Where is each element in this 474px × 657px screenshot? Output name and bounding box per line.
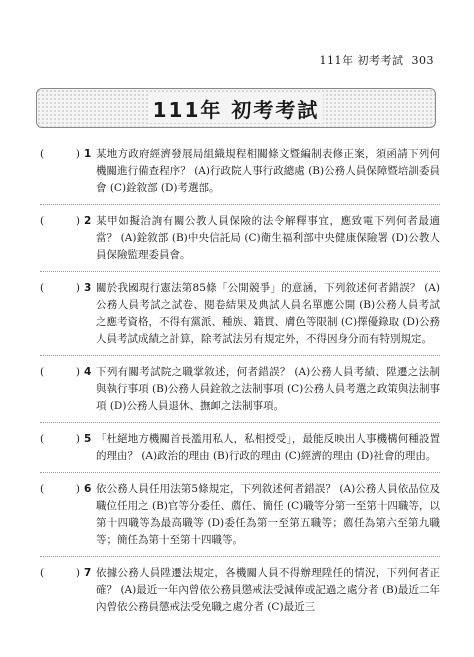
question-number: 4	[84, 366, 92, 378]
paren-close: )	[75, 433, 80, 445]
question-text: 關於我國現行憲法第85條「公開競爭」的意涵，下列敘述何者錯誤？ (A)公務人員考試之試卷、閱卷結果及典試人員名單應公開 (B)公務人員考試之應考資格，不得有黨派、種族、籍貫、膚色等限制 (C)擇優錄取 (D)公務人員考試成績之計算，除考試法另有規定外，不得因身分而有特別規定。	[96, 282, 441, 345]
paren-open: (	[40, 148, 45, 160]
answer-blank	[40, 431, 80, 448]
paren-close: )	[75, 483, 80, 495]
answer-blank	[40, 565, 80, 582]
answer-blank	[40, 213, 80, 230]
paren-close: )	[75, 282, 80, 294]
paren-close: )	[75, 366, 80, 378]
question-item	[40, 213, 440, 264]
question-number: 2	[84, 215, 92, 227]
question-text: 下列有關考試院之職掌敘述，何者錯誤？ (A)公務人員考績、陞遷之法制與執行事項 (B)公務人員銓敘之法制事項 (C)公務人員考選之政策與法制事項 (D)公務人員退休、撫卹之法制事項。	[96, 366, 440, 412]
paren-open: (	[40, 567, 45, 579]
paren-close: )	[75, 215, 80, 227]
question-text: 某地方政府經濟發展局組織規程相關條文暨編制表修正案，須函請下列何機關進行備查程序？ (A)行政院人事行政總處 (B)公務人員保障暨培訓委員會 (C)銓敘部 (D)考選部。	[96, 148, 440, 194]
paren-open: (	[40, 433, 45, 445]
question-item	[40, 565, 440, 616]
answer-blank	[40, 481, 80, 498]
paren-open: (	[40, 215, 45, 227]
header-chapter: 111年 初考考試	[319, 54, 404, 67]
question-item	[40, 364, 440, 415]
section-title-banner	[36, 88, 436, 128]
question-number: 3	[84, 282, 92, 294]
paren-open: (	[40, 366, 45, 378]
question-number: 5	[84, 433, 92, 445]
question-number: 1	[84, 148, 92, 160]
question-divider	[40, 556, 440, 557]
paren-close: )	[75, 148, 80, 160]
paren-close: )	[75, 567, 80, 579]
question-divider	[40, 472, 440, 473]
question-divider	[40, 422, 440, 423]
question-text: 「杜絕地方機關首長濫用私人，私相授受」，最能反映出人事機構何種設置的理由？ (A)政治的理由 (B)行政的理由 (C)經濟的理由 (D)社會的理由。	[96, 433, 440, 462]
question-item	[40, 146, 440, 197]
answer-blank	[40, 146, 80, 163]
question-number: 6	[84, 483, 92, 495]
paren-open: (	[40, 282, 45, 294]
question-number: 7	[84, 567, 92, 579]
page-number: 303	[411, 54, 434, 67]
question-divider	[40, 271, 440, 272]
answer-blank	[40, 364, 80, 381]
question-list	[40, 146, 440, 616]
question-item	[40, 280, 440, 348]
answer-blank	[40, 280, 80, 297]
question-divider	[40, 355, 440, 356]
section-title: 111年 初考考試	[149, 94, 324, 123]
question-text: 某甲如擬洽詢有關公教人員保險的法令解釋事宜，應致電下列何者最適當？ (A)銓敘部 (B)中央信託局 (C)衛生福利部中央健康保險署 (D)公教人員保險監理委員會。	[96, 215, 440, 261]
running-header	[320, 52, 435, 68]
question-divider	[40, 204, 440, 205]
question-text: 依據公務人員陞遷法規定，各機關人員不得辦理陞任的情況，下列何者正確？ (A)最近一年內曾依公務員懲戒法受減俸或記過之處分者 (B)最近二年內曾依公務員懲戒法受免職之處分者 (C)最近三	[96, 567, 440, 613]
question-item	[40, 431, 440, 465]
question-item	[40, 481, 440, 549]
paren-open: (	[40, 483, 45, 495]
question-text: 依公務人員任用法第5條規定，下列敘述何者錯誤？ (A)公務人員依品位及職位任用之 (B)官等分委任、薦任、簡任 (C)職等分第一至第十四職等，以第十四職等為最高職等 (D)委任為第一至第五職等；薦任為第六至第九職等；簡任為第十至第十四職等。	[96, 483, 440, 546]
